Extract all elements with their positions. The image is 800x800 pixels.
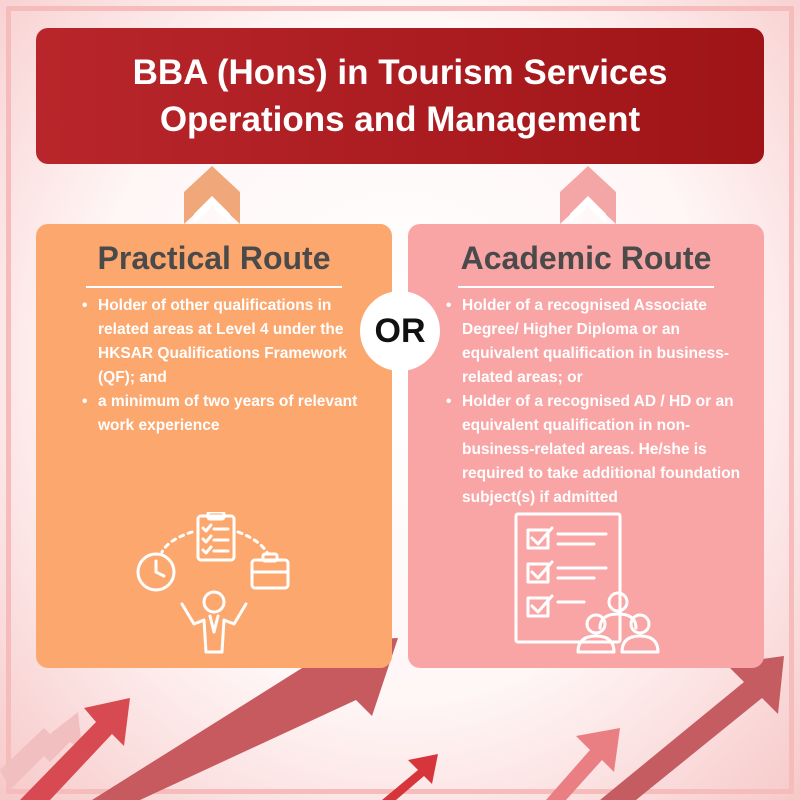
title-underline	[86, 286, 342, 288]
work-cycle-icon	[134, 512, 294, 654]
academic-requirements-list	[428, 294, 750, 510]
arrow-center-small-icon	[382, 754, 438, 800]
academic-route-title: Academic Route	[460, 240, 712, 276]
checklist-group-icon	[514, 510, 664, 660]
chevron-up-icon	[560, 166, 616, 224]
practical-route-card	[36, 224, 392, 668]
list-item: • Holder of other qualifications in related areas at Level 4 under the HKSAR Qualifications Framework (QF); and	[82, 294, 372, 390]
title-underline	[458, 286, 714, 288]
list-item: • Holder of a recognised AD / HD or an equivalent qualification in non-business-related areas. He/she is required to take additional foundation subject(s) if admitted	[446, 390, 750, 510]
arrow-right-mid-icon	[546, 728, 620, 800]
arrow-right-large-icon	[600, 656, 784, 800]
list-item: • a minimum of two years of relevant work experience	[82, 390, 372, 438]
program-title-line-1: BBA (Hons) in Tourism Services	[132, 53, 668, 92]
chevron-up-icon	[184, 166, 240, 224]
practical-requirements-list	[64, 294, 372, 438]
list-item: • Holder of a recognised Associate Degree/ Higher Diploma or an equivalent qualification in business-related areas; or	[446, 294, 750, 390]
program-title-banner	[36, 28, 764, 164]
or-separator-badge: OR	[360, 291, 440, 371]
program-title-line-2: Operations and Management	[159, 100, 641, 139]
practical-route-title: Practical Route	[97, 240, 331, 276]
academic-route-card	[408, 224, 764, 668]
